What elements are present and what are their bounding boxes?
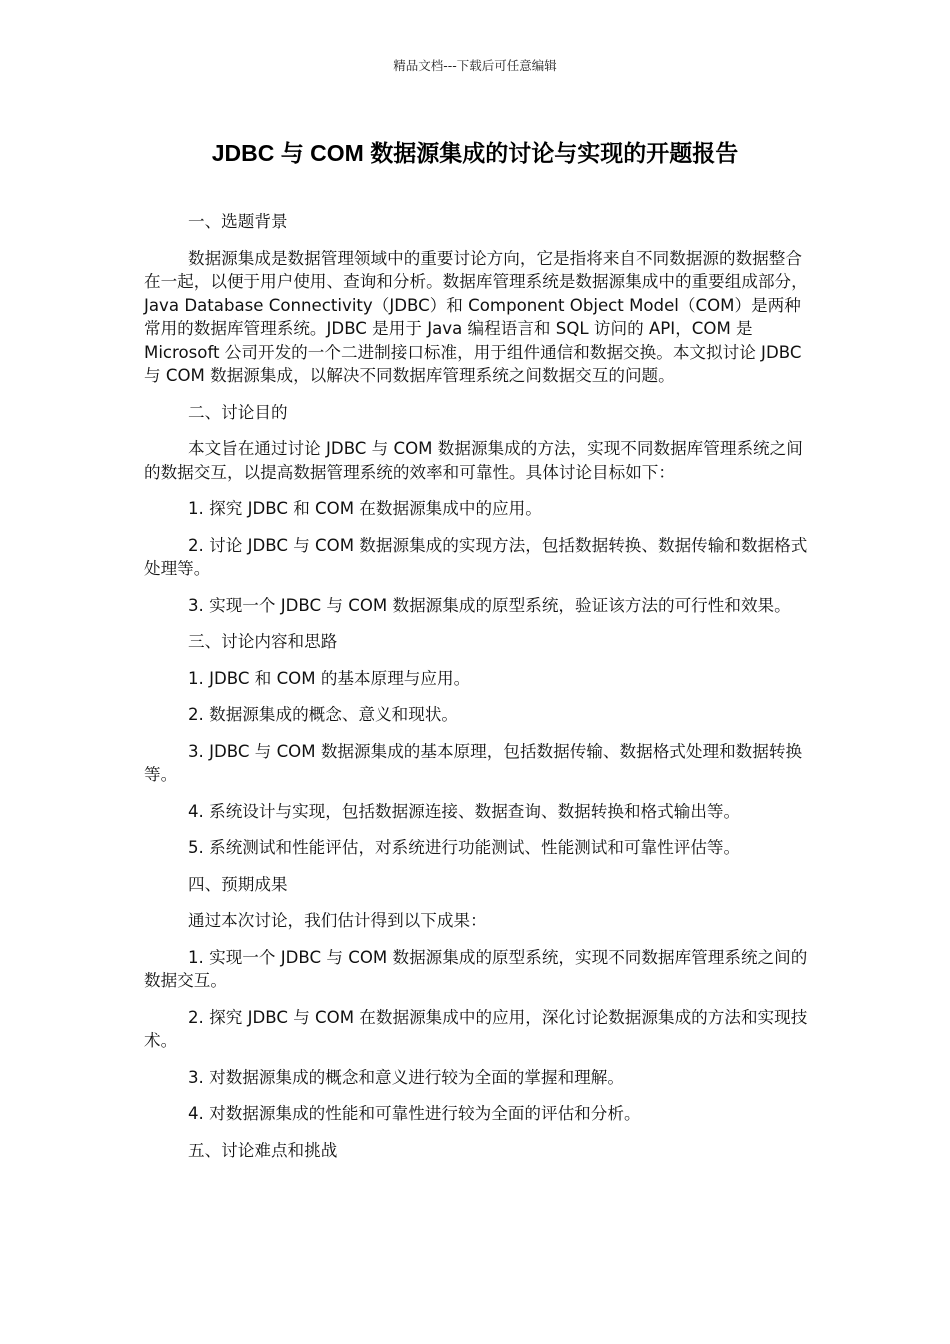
- document-title: JDBC 与 COM 数据源集成的讨论与实现的开题报告: [211, 140, 739, 166]
- document-body: [144, 210, 808, 1162]
- section-heading-content: 三、讨论内容和思路: [188, 632, 338, 651]
- section-heading-background: 一、选题背景: [188, 212, 288, 231]
- list-item: 3. JDBC 与 COM 数据源集成的基本原理，包括数据传输、数据格式处理和数据转换等。: [144, 741, 803, 784]
- list-item: 3. 实现一个 JDBC 与 COM 数据源集成的原型系统，验证该方法的可行性和效果。: [188, 595, 791, 615]
- list-item: 4. 对数据源集成的性能和可靠性进行较为全面的评估和分析。: [188, 1104, 641, 1123]
- list-item: 1. 实现一个 JDBC 与 COM 数据源集成的原型系统，实现不同数据库管理系统之间的数据交互。: [144, 947, 808, 990]
- list-item: 2. 数据源集成的概念、意义和现状。: [188, 705, 459, 724]
- paragraph-results: 通过本次讨论，我们估计得到以下成果：: [188, 911, 487, 930]
- list-item: 4. 系统设计与实现，包括数据源连接、数据查询、数据转换和格式输出等。: [188, 801, 741, 821]
- paragraph-background: 数据源集成是数据管理领域中的重要讨论方向，它是指将来自不同数据源的数据整合在一起，以便于用户使用、查询和分析。数据库管理系统是数据源集成中的重要组成部分，Java Database Connectivity（JDBC）和 Component Object Model（COM）是两种常用的数据库管理系统。JDBC 是用于 Java 编程语言和 SQL 访问的 API，COM 是 Microsoft 公司开发的一个二进制接口标准，用于组件通信和数据交换。本文拟讨论 JDBC 与 COM 数据源集成，以解决不同数据库管理系统之间数据交互的问题。: [144, 248, 808, 385]
- list-item: 1. 探究 JDBC 和 COM 在数据源集成中的应用。: [188, 499, 542, 518]
- list-item: 3. 对数据源集成的概念和意义进行较为全面的掌握和理解。: [188, 1067, 624, 1087]
- list-item: 2. 讨论 JDBC 与 COM 数据源集成的实现方法，包括数据转换、数据传输和数据格式处理等。: [144, 535, 808, 578]
- list-item: 1. JDBC 和 COM 的基本原理与应用。: [188, 668, 471, 688]
- section-heading-purpose: 二、讨论目的: [188, 402, 288, 422]
- list-item: 5. 系统测试和性能评估，对系统进行功能测试、性能测试和可靠性评估等。: [188, 838, 741, 857]
- page-header: 精品文档---下载后可任意编辑: [393, 58, 557, 73]
- paragraph-purpose: 本文旨在通过讨论 JDBC 与 COM 数据源集成的方法，实现不同数据库管理系统之间的数据交互，以提高数据管理系统的效率和可靠性。具体讨论目标如下：: [144, 439, 803, 482]
- section-heading-results: 四、预期成果: [188, 874, 288, 894]
- list-item: 2. 探究 JDBC 与 COM 在数据源集成中的应用，深化讨论数据源集成的方法和实现技术。: [144, 1007, 808, 1050]
- section-heading-challenges: 五、讨论难点和挑战: [188, 1140, 338, 1160]
